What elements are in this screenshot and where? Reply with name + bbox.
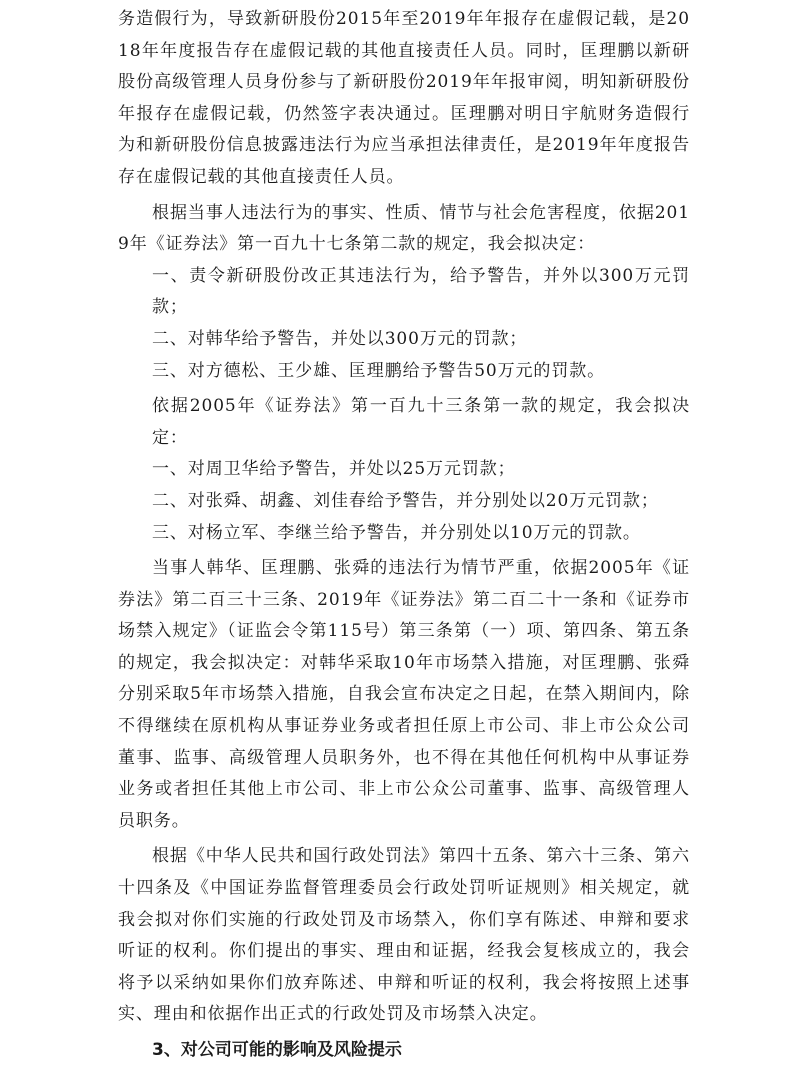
penalty-item-group-50: 三、对方德松、王少雄、匡理鹏给予警告50万元的罚款。	[152, 360, 606, 381]
paragraph-liability-continued: 务造假行为，导致新研股份2015年至2019年年报存在虚假记载，是2018年年度报告存在虚假记载的其他直接责任人员。同时，匡理鹏以新研股份高级管理人员身份参与了新研股份2019年年报审阅，明知新研股份年报存在虚假记载，仍然签字表决通过。匡理鹏对明日宇航财务造假行为和新研股份信息披露违法行为应当承担法律责任，是2019年年度报告存在虚假记载的其他直接责任人员。	[118, 9, 690, 187]
paragraph-penalty-basis-2019: 根据当事人违法行为的事实、性质、情节与社会危害程度，依据2019年《证券法》第一百九十七条第二款的规定，我会拟决定：	[118, 202, 690, 255]
penalty-item-group-20: 二、对张舜、胡鑫、刘佳春给予警告，并分别处以20万元罚款；	[152, 490, 659, 511]
section-heading-impact-risk: 3、对公司可能的影响及风险提示	[152, 1040, 402, 1060]
paragraph-market-ban: 当事人韩华、匡理鹏、张舜的违法行为情节严重，依据2005年《证券法》第二百三十三条、2019年《证券法》第二百二十一条和《证券市场禁入规定》（证监会令第115号）第三条第（一）项、第四条、第五条的规定，我会拟决定：对韩华采取10年市场禁入措施，对匡理鹏、张舜分别采取5年市场禁入措施，自我会宣布决定之日起，在禁入期间内，除不得继续在原机构从事证券业务或者担任原上市公司、非上市公众公司董事、监事、高级管理人员职务外，也不得在其他任何机构中从事证券业务或者担任其他上市公司、非上市公众公司董事、监事、高级管理人员职务。	[118, 558, 690, 831]
penalty-item-hanhua: 二、对韩华给予警告，并处以300万元的罚款；	[152, 328, 528, 349]
penalty-item-group-10: 三、对杨立军、李继兰给予警告，并分别处以10万元的罚款。	[152, 522, 641, 543]
paragraph-hearing-rights: 根据《中华人民共和国行政处罚法》第四十五条、第六十三条、第六十四条及《中国证券监督管理委员会行政处罚听证规则》相关规定，就我会拟对你们实施的行政处罚及市场禁入，你们享有陈述、申辩和要求听证的权利。你们提出的事实、理由和证据，经我会复核成立的，我会将予以采纳如果你们放弃陈述、申辩和听证的权利，我会将按照上述事实、理由和依据作出正式的行政处罚及市场禁入决定。	[118, 846, 690, 1025]
penalty-item-zhouweihua: 一、对周卫华给予警告，并处以25万元罚款；	[152, 459, 516, 480]
paragraph-penalty-basis-2005: 依据2005年《证券法》第一百九十三条第一款的规定，我会拟决定：	[152, 396, 690, 448]
document-page	[118, 4, 690, 1067]
penalty-item-company: 一、责令新研股份改正其违法行为，给予警告，并外以300万元罚款；	[152, 265, 690, 318]
